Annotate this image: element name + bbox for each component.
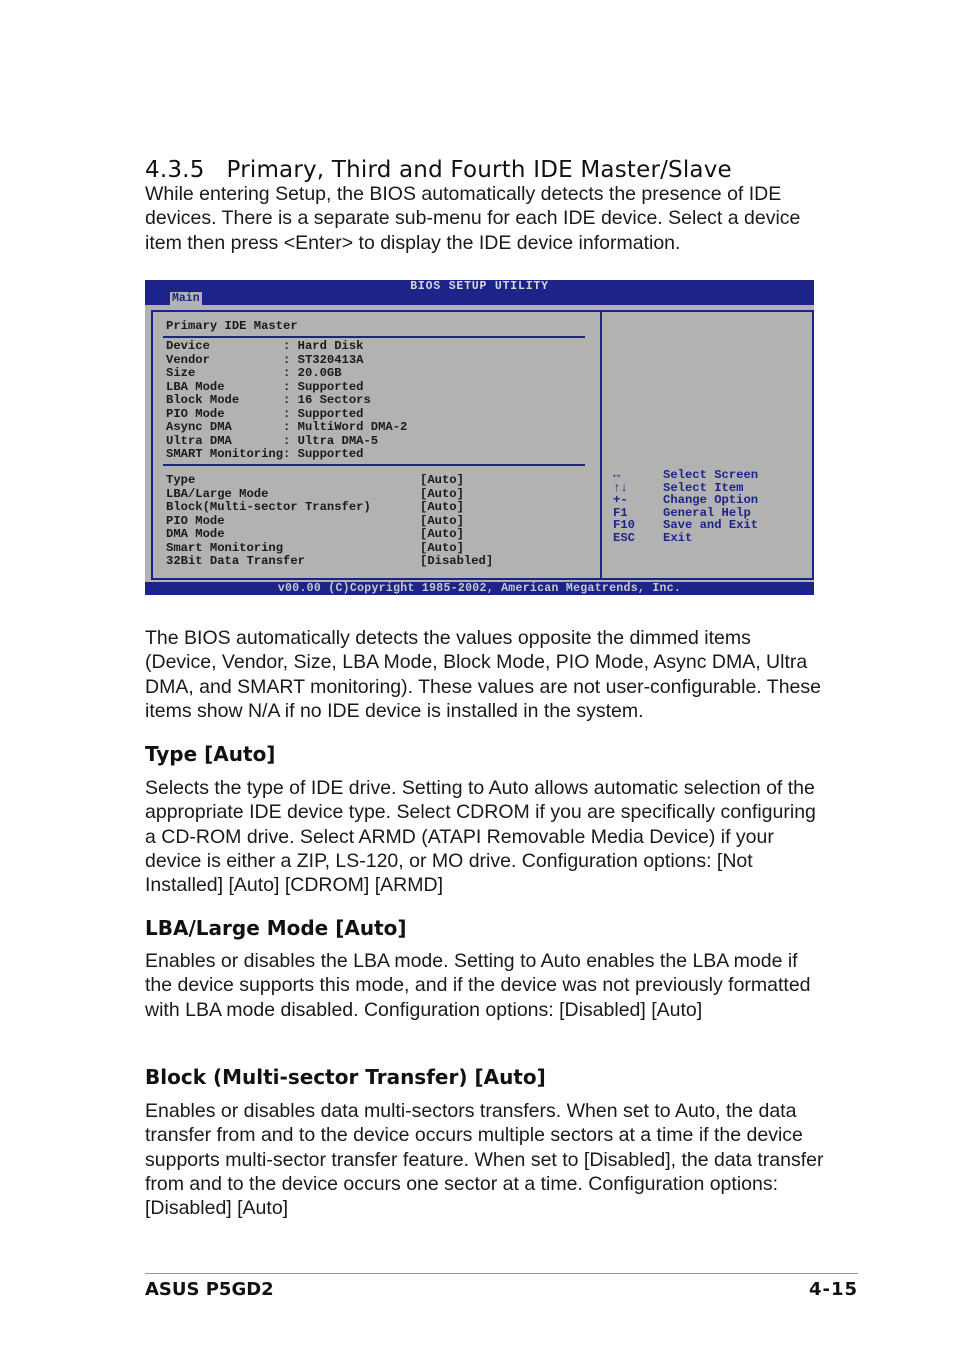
footer-page-number: 4-15 [808,1279,858,1300]
bios-copyright: v00.00 (C)Copyright 1985-2002, American Megatrends, Inc. [277,582,682,595]
bios-key-help [613,532,692,545]
info-label: Async DMA [166,420,232,434]
key-name: ESC [613,530,635,545]
bios-title: BIOS SETUP UTILITY [410,280,549,293]
setting-label: 32Bit Data Transfer [166,554,305,568]
bios-title-bar [145,280,814,305]
footer-product: ASUS P5GD2 [145,1279,274,1300]
key-desc: Change Option [663,493,759,507]
bios-setting-dma[interactable] [166,528,464,542]
setting-label: Smart Monitoring [166,540,284,555]
intro-paragraph: While entering Setup, the BIOS automatically detects the presence of IDE devices. There is a separate sub-menu for each IDE device. Select a device item then press <Enter> to display the IDE device information. [145,183,801,254]
subhead-block: Block (Multi-sector Transfer) [Auto] [145,1065,546,1089]
info-label: Vendor [166,352,210,367]
key-name: F10 [613,518,635,532]
bios-setting-block[interactable] [166,501,464,515]
setting-value: [Auto] [420,513,464,528]
subhead-lba: LBA/Large Mode [Auto] [145,916,407,940]
info-value: : Ultra DMA-5 [283,433,379,448]
info-value: : MultiWord DMA-2 [283,420,408,434]
key-name: ↑↓ [613,480,628,495]
section-number: 4.3.5 [145,157,205,184]
bios-info-row [166,421,407,435]
type-paragraph: Selects the type of IDE drive. Setting to Auto allows automatic selection of the appropriate IDE device type. Select CDROM if you are specifically configuring a CD-ROM drive. Select ARMD (ATAPI Removable Media Device) if your device is either a ZIP, LS-120, or MO drive. Configuration options: [Not Installed] [Auto] [CDROM] [ARMD] [145,777,816,897]
info-label: PIO Mode [166,406,225,421]
bios-setting-type[interactable] [166,474,464,488]
setting-value: [Auto] [420,540,464,555]
bios-info-row [166,381,363,395]
bios-setting-lba[interactable] [166,488,464,502]
key-name: F1 [613,505,628,520]
setting-value: [Auto] [420,500,464,514]
key-desc: Save and Exit [663,518,759,532]
key-desc: Select Screen [663,468,759,482]
lba-paragraph: Enables or disables the LBA mode. Setting to Auto enables the LBA mode if the device supports this mode, and if the device was not previously formatted with LBA mode disabled. Configuration options: [Disabled] [Auto] [145,950,811,1021]
bios-info-row [166,394,371,408]
setting-label: LBA/Large Mode [166,486,269,501]
bios-info-row [166,367,342,381]
bios-tab-main[interactable]: Main [172,292,200,305]
bios-status-bar [145,582,814,595]
bios-setting-smart[interactable] [166,542,464,556]
section-title-text: Primary, Third and Fourth IDE Master/Slave [226,157,732,184]
info-label: Block Mode [166,393,240,407]
footer-divider [145,1273,858,1274]
bios-info-row [166,408,363,422]
setting-label: PIO Mode [166,513,225,528]
bios-screenshot [145,280,814,595]
info-label: Size [166,366,196,380]
setting-label: Block(Multi-sector Transfer) [166,500,371,514]
key-name: ↔ [613,468,621,482]
key-desc: General Help [663,505,751,520]
setting-value: [Auto] [420,473,464,487]
info-value: : Hard Disk [283,339,364,353]
bios-info-divider [163,464,585,466]
info-value: : 16 Sectors [283,393,371,407]
bios-info-row [166,435,378,449]
info-label: Ultra DMA [166,433,232,448]
bios-info-row [166,340,363,354]
info-value: : Supported [283,406,364,421]
bios-panel-header: Primary IDE Master [166,319,298,333]
info-value: : Supported [283,379,364,394]
block-paragraph: Enables or disables data multi-sectors transfers. When set to Auto, the data transfer from and to the device occurs multiple sectors at a time if the device supports multi-sector transfer feature. When set to [Disabled], the data transfer from and to the device occurs one sector at a time. Configuration options: [Disabled] [Auto] [145,1100,824,1220]
key-desc: Select Item [663,480,744,495]
info-label: LBA Mode [166,379,225,394]
setting-value: [Auto] [420,486,464,501]
info-value: : ST320413A [283,352,364,367]
after-bios-paragraph: The BIOS automatically detects the values opposite the dimmed items (Device, Vendor, Size, LBA Mode, Block Mode, PIO Mode, Async DMA, Ultra DMA, and SMART monitoring). These values are not user-configurable. These items show N/A if no IDE device is installed in the system. [145,627,821,722]
info-value: : 20.0GB [283,366,342,380]
bios-header-divider [163,336,585,338]
bios-setting-pio[interactable] [166,515,464,529]
section-title [145,157,732,183]
bios-smart-row: SMART Monitoring: Supported [166,447,364,461]
key-name: +- [613,493,628,507]
info-label: Device [166,339,210,353]
setting-value: [Auto] [420,527,464,541]
setting-label: Type [166,473,196,487]
bios-info-row [166,354,363,368]
key-desc: Exit [663,530,693,545]
setting-label: DMA Mode [166,527,225,541]
bios-setting-32bit[interactable] [166,555,493,569]
subhead-type: Type [Auto] [145,742,276,766]
setting-value: [Disabled] [420,554,494,568]
